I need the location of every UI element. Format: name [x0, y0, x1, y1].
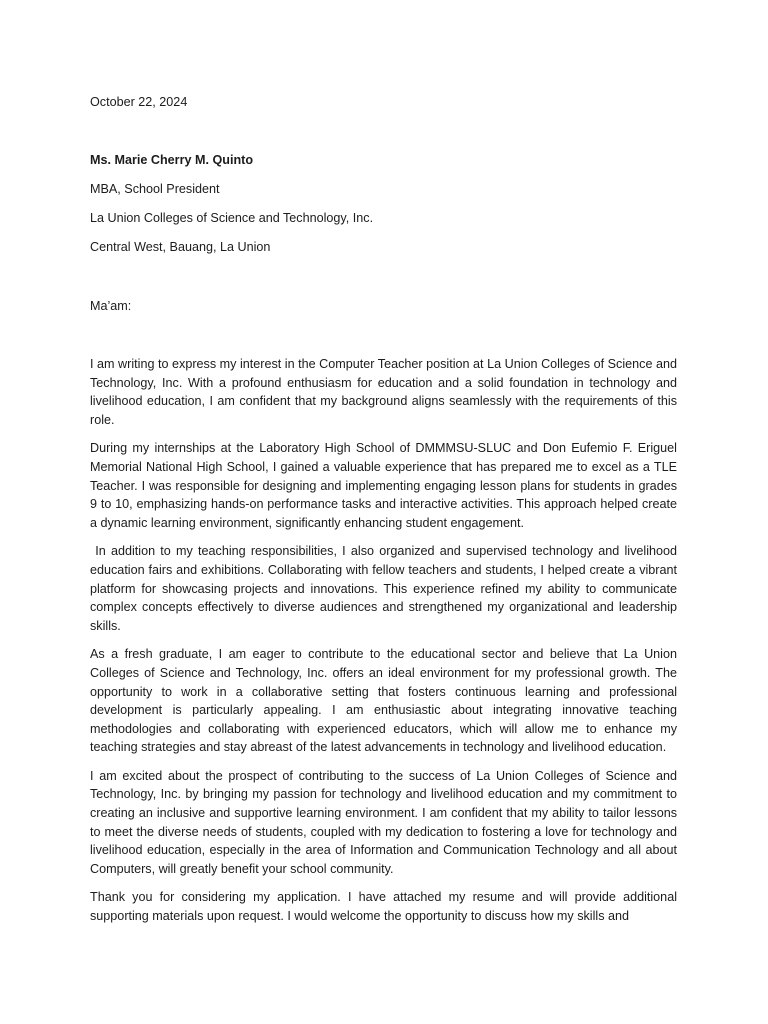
- recipient-name: Ms. Marie Cherry M. Quinto: [90, 153, 254, 167]
- letter-body: [90, 355, 681, 935]
- body-paragraph-contribution: I am excited about the prospect of contributing to the success of La Union Colleges of Science and Technology, Inc. by bringing my passion for technology and livelihood education and my commitment to creating an inclusive and supportive learning environment. I am confident that my ability to tailor lessons to meet the diverse needs of students, coupled with my dedication to fostering a love for technology and livelihood education, especially in the area of Information and Communication Technology and all about Computers, will greatly benefit your school community.: [90, 768, 681, 876]
- recipient-block: [90, 152, 373, 268]
- letter-date: October 22, 2024: [90, 95, 188, 109]
- body-paragraph-responsibilities: In addition to my teaching responsibilities, I also organized and supervised technology and livelihood education fairs and exhibitions. Collaborating with fellow teachers and students, I helped create a vibrant platform for showcasing projects and innovations. This experience refined my ability to communicate complex concepts effectively to diverse audiences and strengthened my organizational and leadership skills.: [90, 544, 681, 633]
- recipient-title: MBA, School President: [90, 182, 220, 196]
- body-paragraph-internships: During my internships at the Laboratory High School of DMMMSU-SLUC and Don Eufemio F. Eriguel Memorial National High School, I gained a valuable experience that has prepared me to excel as a TLE Teacher. I was responsible for designing and implementing engaging lesson plans for students in grades 9 to 10, emphasizing hands-on performance tasks and interactive activities. This approach helped create a dynamic learning environment, significantly enhancing student engagement.: [90, 441, 681, 530]
- body-paragraph-intro: I am writing to express my interest in the Computer Teacher position at La Union Colleges of Science and Technology, Inc. With a profound enthusiasm for education and a solid foundation in technology and livelihood education, I am confident that my background aligns seamlessly with the requirements of this role.: [90, 357, 681, 427]
- recipient-address: Central West, Bauang, La Union: [90, 240, 271, 254]
- body-paragraph-graduate: As a fresh graduate, I am eager to contribute to the educational sector and believe that La Union Colleges of Science and Technology, Inc. offers an ideal environment for my professional growth. The opportunity to work in a collaborative setting that fosters continuous learning and professional development is particularly appealing. I am enthusiastic about integrating innovative teaching methodologies and collaborating with experienced educators, which will allow me to enhance my teaching strategies and stay abreast of the latest advancements in technology and livelihood education.: [90, 647, 681, 755]
- recipient-organization: La Union Colleges of Science and Technology, Inc.: [90, 211, 374, 225]
- salutation: Ma’am:: [90, 299, 132, 313]
- body-paragraph-closing: Thank you for considering my application. I have attached my resume and will provide additional supporting materials upon request. I would welcome the opportunity to discuss how my skills and: [90, 890, 681, 924]
